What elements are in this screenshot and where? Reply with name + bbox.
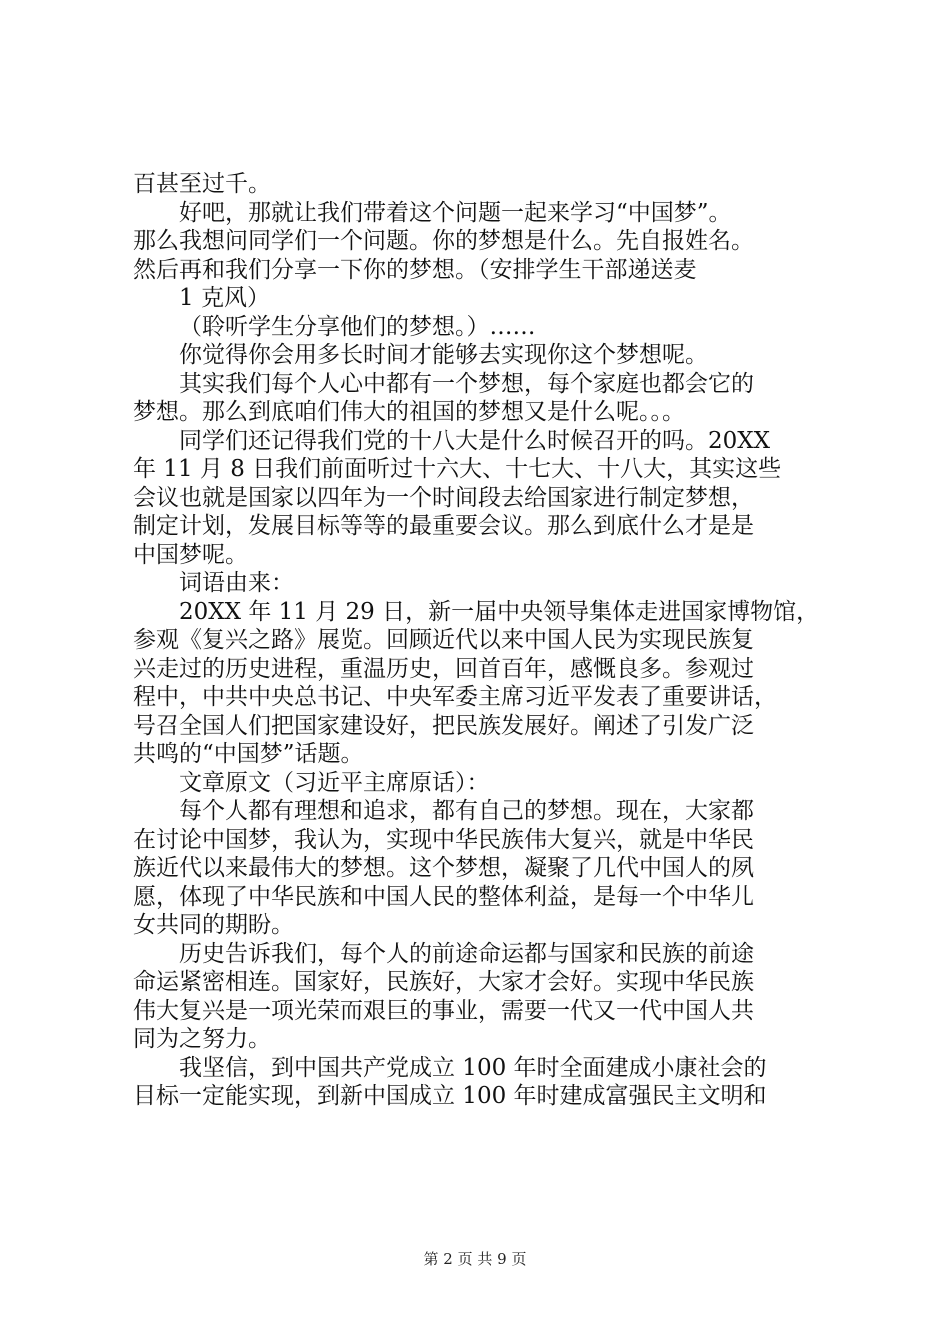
text-line: 女共同的期盼。	[133, 912, 294, 938]
page-footer	[0, 1248, 950, 1269]
text-line: 每个人都有理想和追求，都有自己的梦想。现在，大家都	[179, 798, 754, 824]
text-line: 愿，体现了中华民族和中国人民的整体利益，是每一个中华儿	[133, 883, 754, 910]
text-line: 命运紧密相连。国家好，民族好，大家才会好。实现中华民族	[133, 969, 754, 995]
text-line: 词语由来：	[179, 570, 294, 596]
text-line: 族近代以来最伟大的梦想。这个梦想，凝聚了几代中国人的夙	[133, 855, 754, 881]
text-line: 同为之努力。	[133, 1026, 271, 1052]
text-line: 会议也就是国家以四年为一个时间段去给国家进行制定梦想，	[133, 484, 754, 511]
text-line: （聆听学生分享他们的梦想。）……	[179, 313, 536, 340]
text-line: 目标一定能实现，到新中国成立 100 年时建成富强民主文明和	[133, 1083, 767, 1109]
text-line: 百甚至过千。	[133, 171, 271, 197]
text-line: 梦想。那么到底咱们伟大的祖国的梦想又是什么呢。。。	[133, 399, 685, 425]
text-line: 参观《复兴之路》展览。回顾近代以来中国人民为实现民族复	[133, 627, 754, 653]
text-line: 同学们还记得我们党的十八大是什么时候召开的吗。20XX	[179, 427, 771, 454]
text-line: 其实我们每个人心中都有一个梦想，每个家庭也都会它的	[179, 370, 754, 397]
text-line: 制定计划，发展目标等等的最重要会议。那么到底什么才是是	[133, 513, 754, 539]
text-line: 年 11 月 8 日我们前面听过十六大、十七大、十八大，其实这些	[133, 456, 782, 482]
text-line: 共鸣的“中国梦”话题。	[133, 741, 364, 767]
document-body	[133, 170, 833, 1111]
text-line: 文章原文（习近平主席原话）：	[179, 769, 490, 796]
text-line: 兴走过的历史进程，重温历史，回首百年，感慨良多。参观过	[133, 655, 754, 682]
text-line: 历史告诉我们，每个人的前途命运都与国家和民族的前途	[179, 940, 754, 967]
text-line: 那么我想问同学们一个问题。你的梦想是什么。先自报姓名。	[133, 228, 754, 254]
text-line: 1 克风）	[179, 285, 270, 311]
text-line: 在讨论中国梦，我认为，实现中华民族伟大复兴，就是中华民	[133, 826, 754, 853]
text-line: 号召全国人们把国家建设好，把民族发展好。阐述了引发广泛	[133, 712, 754, 739]
text-line: 然后再和我们分享一下你的梦想。（安排学生干部递送麦	[133, 256, 697, 283]
text-line: 你觉得你会用多长时间才能够去实现你这个梦想呢。	[179, 342, 708, 368]
page-number-label: 第 2 页 共 9 页	[423, 1250, 527, 1268]
text-line: 程中，中共中央总书记、中央军委主席习近平发表了重要讲话，	[133, 684, 777, 710]
text-line: 伟大复兴是一项光荣而艰巨的事业，需要一代又一代中国人共	[133, 997, 754, 1024]
text-line: 20XX 年 11 月 29 日，新一届中央领导集体走进国家博物馆，	[179, 598, 820, 625]
text-line: 我坚信，到中国共产党成立 100 年时全面建成小康社会的	[179, 1054, 767, 1081]
text-line: 好吧，那就让我们带着这个问题一起来学习“中国梦”。	[179, 199, 732, 226]
text-line: 中国梦呢。	[133, 541, 248, 568]
